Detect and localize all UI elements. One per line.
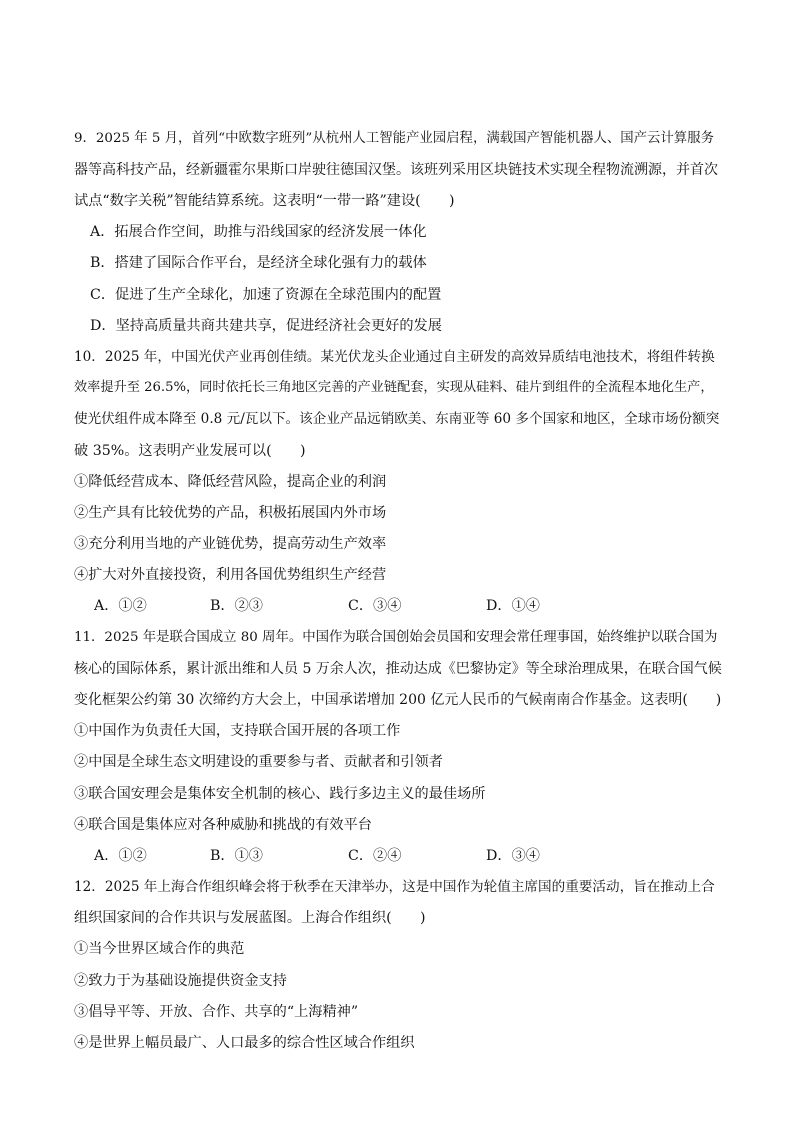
choice-d: D．③④ bbox=[486, 848, 540, 864]
question-stem-line: 9．2025 年 5 月，首列“中欧数字班列”从杭州人工智能产业园启程，满载国产智能机器人、国产云计算服务 bbox=[74, 131, 714, 146]
option-b: B．搭建了国际合作平台，是经济全球化强有力的载体 bbox=[90, 255, 427, 271]
choice-a: A．①② bbox=[94, 848, 147, 864]
statement-1: ①中国作为负责任大国，支持联合国开展的各项工作 bbox=[74, 723, 401, 739]
statement-1: ①降低经营成本、降低经营风险，提高企业的利润 bbox=[74, 474, 387, 490]
choice-c: C．②④ bbox=[348, 848, 402, 864]
question-stem-line: 破 35%。这表明产业发展可以( ) bbox=[74, 443, 306, 459]
question-stem-line: 效率提升至 26.5%，同时依托长三角地区完善的产业链配套，实现从硅料、硅片到组件的全流程本地化生产， bbox=[74, 380, 714, 395]
question-stem-line: 11．2025 年是联合国成立 80 周年。中国作为联合国创始会员国和安理会常任理事国，始终维护以联合国为 bbox=[74, 630, 718, 645]
statement-2: ②生产具有比较优势的产品，积极拓展国内外市场 bbox=[74, 505, 387, 521]
statement-4: ④联合国是集体应对各种威胁和挑战的有效平台 bbox=[74, 817, 372, 833]
choice-b: B．①③ bbox=[210, 848, 263, 864]
option-c: C．促进了生产全球化，加速了资源在全球范围内的配置 bbox=[90, 287, 442, 303]
question-stem-line: 12．2025 年上海合作组织峰会将于秋季在天津举办，这是中国作为轮值主席国的重要活动，旨在推动上合 bbox=[74, 879, 715, 895]
question-stem-line: 使光伏组件成本降至 0.8 元/瓦以下。该企业产品远销欧美、东南亚等 60 多个国家和地区，全球市场份额突 bbox=[74, 411, 720, 427]
question-stem-line: 核心的国际体系，累计派出维和人员 5 万余人次，推动达成《巴黎协定》等全球治理成果，在联合国气候 bbox=[74, 661, 722, 677]
statement-3: ③充分利用当地的产业链优势，提高劳动生产效率 bbox=[74, 536, 387, 552]
statement-1: ①当今世界区域合作的典范 bbox=[74, 941, 245, 957]
statement-2: ②中国是全球生态文明建设的重要参与者、贡献者和引领者 bbox=[74, 754, 443, 770]
choice-c: C．③④ bbox=[348, 598, 402, 614]
statement-4: ④是世界上幅员最广、人口最多的综合性区域合作组织 bbox=[74, 1035, 415, 1051]
question-stem-line: 变化框架公约第 30 次缔约方大会上，中国承诺增加 200 亿元人民币的气候南南合作基金。这表明( ) bbox=[74, 692, 722, 708]
choice-b: B．②③ bbox=[210, 598, 263, 614]
option-a: A．拓展合作空间，助推与沿线国家的经济发展一体化 bbox=[90, 224, 427, 240]
statement-4: ④扩大对外直接投资，利用各国优势组织生产经营 bbox=[74, 567, 387, 583]
option-d: D．坚持高质量共商共建共享，促进经济社会更好的发展 bbox=[90, 318, 442, 334]
question-stem-line: 试点“数字关税”智能结算系统。这表明“一带一路”建设( ) bbox=[74, 193, 455, 209]
statement-3: ③倡导平等、开放、合作、共享的“上海精神” bbox=[74, 1004, 359, 1020]
statement-2: ②致力于为基础设施提供资金支持 bbox=[74, 973, 287, 989]
question-stem-line: 10．2025 年，中国光伏产业再创佳绩。某光伏龙头企业通过自主研发的高效异质结电池技术，将组件转换 bbox=[74, 349, 715, 365]
question-stem-line: 组织国家间的合作共识与发展蓝图。上海合作组织( ) bbox=[74, 910, 426, 926]
question-stem-line: 器等高科技产品，经新疆霍尔果斯口岸驶往德国汉堡。该班列采用区块链技术实现全程物流溯源，并首次 bbox=[74, 162, 718, 178]
choice-d: D．①④ bbox=[486, 598, 540, 614]
statement-3: ③联合国安理会是集体安全机制的核心、践行多边主义的最佳场所 bbox=[74, 786, 486, 802]
choice-a: A．①② bbox=[94, 598, 147, 614]
